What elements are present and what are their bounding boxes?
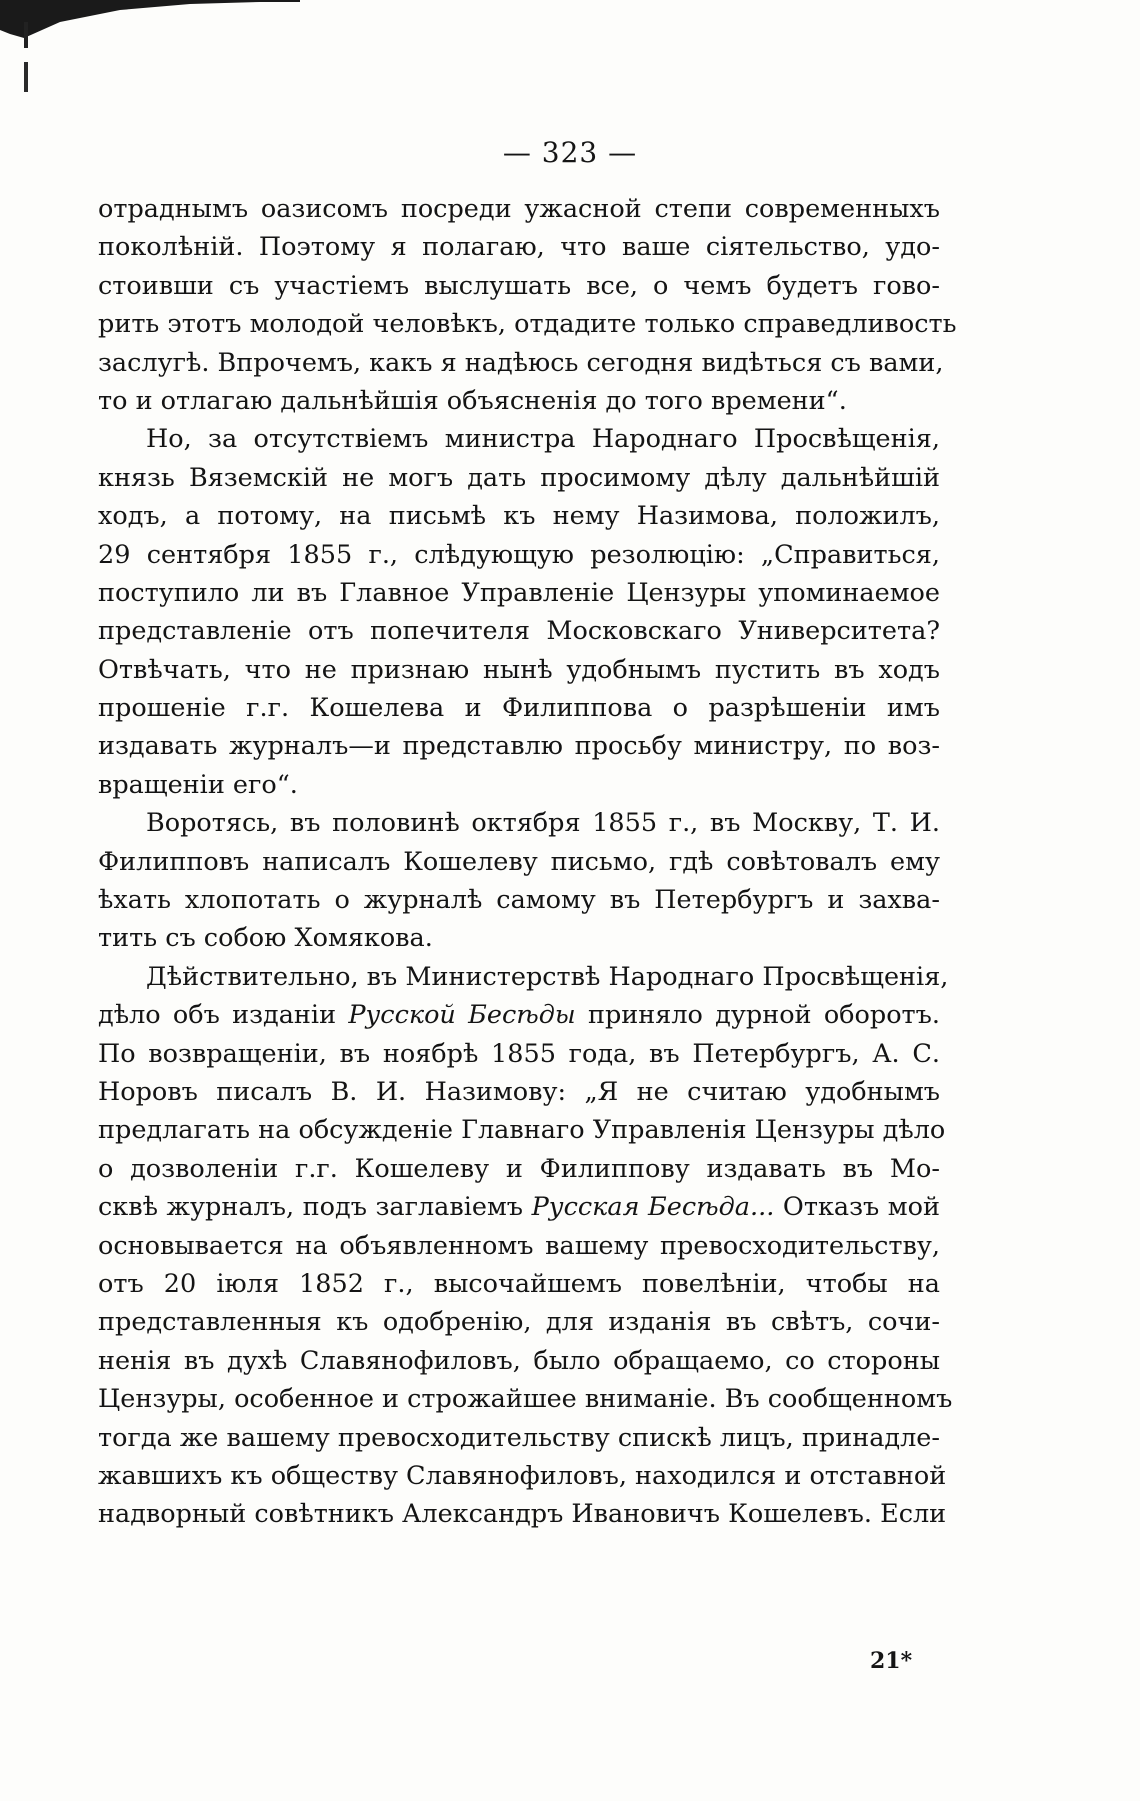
text-line: отъ 20 іюля 1852 г., высочайшемъ повелѣніи, чтобы на — [98, 1268, 940, 1299]
text-line: Цензуры, особенное и строжайшее вниманіе. Въ сообщенномъ — [98, 1384, 953, 1415]
text-line: надворный совѣтникъ Александръ Ивановичъ Кошелевъ. Если — [98, 1499, 947, 1530]
italic-title: Русской Бесѣды — [348, 1000, 576, 1031]
text-line: рить этотъ молодой человѣкъ, отдадите только справедливость — [98, 309, 957, 340]
text-line: князь Вяземскій не могъ дать просимому дѣлу дальнѣйшій — [98, 462, 940, 493]
body-text — [98, 190, 957, 1534]
text-line — [98, 1188, 940, 1226]
text-line: жавшихъ къ обществу Славянофиловъ, находился и отставной — [98, 1460, 947, 1491]
text-line: ходъ, а потому, на письмѣ къ нему Назимова, положилъ, — [98, 501, 940, 532]
text-line: стоивши съ участіемъ выслушать все, о чемъ будетъ гово- — [98, 270, 940, 301]
text-line: предлагать на обсужденіе Главнаго Управленія Цензуры дѣло — [98, 1115, 946, 1146]
text-run: дѣло объ изданіи — [98, 1000, 349, 1031]
text-line: основывается на объявленномъ вашему превосходительству, — [98, 1230, 940, 1261]
italic-title: Русская Бесѣда... — [531, 1192, 775, 1223]
text-line: заслугѣ. Впрочемъ, какъ я надѣюсь сегодня видѣться съ вами, — [98, 347, 944, 378]
text-line: представленныя къ одобренію, для изданія въ свѣтъ, сочи- — [98, 1307, 940, 1338]
text-line: Норовъ писалъ В. И. Назимову: „Я не считаю удобнымъ — [98, 1076, 940, 1107]
text-run: Отказъ мой — [774, 1192, 940, 1223]
text-line: Отвѣчать, что не признаю нынѣ удобнымъ пустить въ ходъ — [98, 654, 940, 685]
text-line: поколѣній. Поэтому я полагаю, что ваше сіятельство, удо- — [98, 232, 940, 263]
text-line: По возвращеніи, въ ноябрѣ 1855 года, въ Петербургъ, А. С. — [98, 1038, 940, 1069]
page-number: — 323 — — [502, 136, 638, 169]
signature-mark: 21* — [870, 1648, 913, 1674]
text-line: ѣхать хлопотать о журналѣ самому въ Петербургъ и захва- — [98, 885, 940, 916]
text-line: тить съ собою Хомякова. — [98, 923, 433, 954]
text-run: сквѣ журналъ, подъ заглавіемъ — [98, 1192, 532, 1223]
text-line: поступило ли въ Главное Управленіе Цензуры упоминаемое — [98, 577, 940, 608]
text-line: Воротясь, въ половинѣ октября 1855 г., въ Москву, Т. И. — [146, 808, 940, 839]
scan-edge-mark — [0, 0, 300, 55]
text-line — [98, 996, 940, 1034]
text-line: представленіе отъ попечителя Московскаго Университета? — [98, 616, 940, 647]
text-line: вращеніи его“. — [98, 769, 298, 800]
text-line: то и отлагаю дальнѣйшія объясненія до того времени“. — [98, 385, 847, 416]
text-line: Но, за отсутствіемъ министра Народнаго Просвѣщенія, — [146, 424, 940, 455]
text-line: ненія въ духѣ Славянофиловъ, было обращаемо, со стороны — [98, 1345, 940, 1376]
text-line: 29 сентября 1855 г., слѣдующую резолюцію: „Справиться, — [98, 539, 940, 570]
text-line: Филипповъ написалъ Кошелеву письмо, гдѣ совѣтовалъ ему — [98, 846, 940, 877]
text-line: тогда же вашему превосходительству спискѣ лицъ, принадле- — [98, 1422, 940, 1453]
text-line: о дозволеніи г.г. Кошелеву и Филиппову издавать въ Мо- — [98, 1153, 940, 1184]
scan-speck — [24, 62, 28, 92]
text-line: отраднымъ оазисомъ посреди ужасной степи современныхъ — [98, 194, 940, 224]
text-line: Дѣйствительно, въ Министерствѣ Народнаго Просвѣщенія, — [146, 961, 949, 992]
text-run: приняло дурной оборотъ. — [575, 1000, 940, 1031]
text-line: прошеніе г.г. Кошелева и Филиппова о разрѣшеніи имъ — [98, 693, 940, 724]
text-line: издавать журналъ—и представлю просьбу министру, по воз- — [98, 731, 940, 762]
